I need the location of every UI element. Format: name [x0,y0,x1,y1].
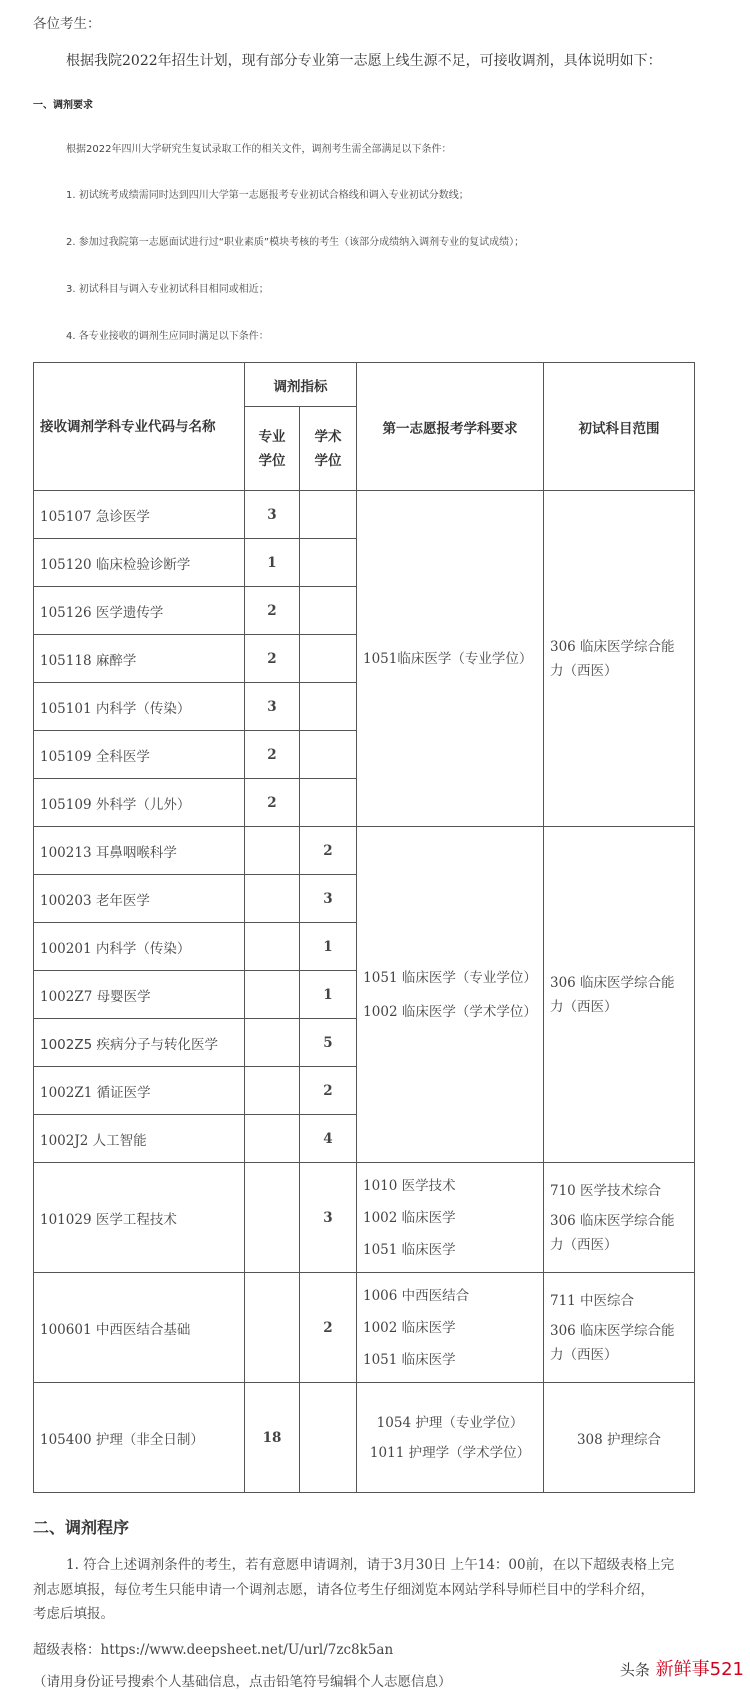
eng-exam-range-2: 306 临床医学综合能力（西医） [550,1212,675,1253]
nurse-first-choice [357,1383,544,1493]
table-row-major: 105109 外科学（儿外） [34,779,245,827]
section2-title: 二、调剂程序 [33,1518,130,1537]
prof-quota [245,1163,300,1273]
nurse-first-choice-2: 1011 护理学（学术学位） [369,1444,531,1461]
acad-quota [300,539,357,587]
acad-quota [300,779,357,827]
header-first-choice: 第一志愿报考学科要求 [357,363,544,491]
acad-quota: 1 [300,971,357,1019]
prof-quota: 2 [245,587,300,635]
form-link[interactable]: 超级表格：https://www.deepsheet.net/U/url/7zc8k5an [33,1642,394,1658]
table-row-major: 1002Z5 疾病分子与转化医学 [34,1019,245,1067]
group2-first-choice [357,827,544,1163]
header-academic: 学术学位 [300,407,357,491]
tcm-first-choice-1: 1006 中西医结合 [363,1287,470,1304]
prof-quota: 1 [245,539,300,587]
prof-quota: 2 [245,731,300,779]
acad-quota: 2 [300,1067,357,1115]
condition-2: 2. 参加过我院第一志愿面试进行过“职业素质”模块考核的考生（该部分成绩纳入调剂专业的复试成绩）； [66,237,525,248]
watermark-prefix: 头条 [619,1661,650,1679]
prof-quota: 2 [245,635,300,683]
greeting: 各位考生： [33,16,101,32]
acad-quota: 2 [300,1273,357,1383]
acad-quota: 3 [300,875,357,923]
tcm-exam-range-1: 711 中医综合 [550,1292,635,1309]
table-row-major: 105107 急诊医学 [34,491,245,539]
acad-quota [300,635,357,683]
header-quota: 调剂指标 [245,363,357,407]
eng-first-choice-3: 1051 临床医学 [363,1241,456,1258]
prof-quota [245,971,300,1019]
section1-title: 一、调剂要求 [33,100,93,111]
eng-first-choice-1: 1010 医学技术 [363,1177,456,1194]
prof-quota [245,875,300,923]
group2-first-choice-1: 1051 临床医学（专业学位） [363,969,537,986]
prof-quota [245,1273,300,1383]
table-row-major: 105400 护理（非全日制） [34,1383,245,1493]
header-exam-range: 初试科目范围 [544,363,695,491]
table-row-major: 101029 医学工程技术 [34,1163,245,1273]
condition-3: 3. 初试科目与调入专业初试科目相同或相近； [66,284,269,295]
acad-quota: 4 [300,1115,357,1163]
watermark [620,1655,744,1681]
condition-1: 1. 初试统考成绩需同时达到四川大学第一志愿报考专业初试合格线和调入专业初试分数线； [66,190,469,201]
group2-exam-range: 306 临床医学综合能力（西医） [544,827,695,1163]
eng-first-choice-2: 1002 临床医学 [363,1209,456,1226]
header-professional: 专业学位 [245,407,300,491]
table-row-major: 105118 麻醉学 [34,635,245,683]
table-row-major: 100203 老年医学 [34,875,245,923]
acad-quota [300,491,357,539]
watermark-number: 521 [709,1659,744,1680]
tcm-first-choice-3: 1051 临床医学 [363,1351,456,1368]
nurse-first-choice-1: 1054 护理（专业学位） [376,1414,524,1431]
prof-quota [245,1019,300,1067]
table-row-major: 100601 中西医结合基础 [34,1273,245,1383]
eng-first-choice [357,1163,544,1273]
table-row-major: 100201 内科学（传染） [34,923,245,971]
quota-table [33,362,695,1493]
table-row-major: 100213 耳鼻咽喉科学 [34,827,245,875]
intro-text: 根据我院2022年招生计划，现有部分专业第一志愿上线生源不足，可接收调剂，具体说明如下： [66,53,662,69]
acad-quota [300,587,357,635]
table-row-major: 1002Z7 母婴医学 [34,971,245,1019]
acad-quota [300,683,357,731]
nurse-exam-range: 308 护理综合 [544,1383,695,1493]
procedure-line-1: 1. 符合上述调剂条件的考生，若有意愿申请调剂，请于3月30日 上午14：00前，在以下超级表格上完 [66,1557,675,1573]
watermark-text: 新鲜事 [655,1659,710,1680]
eng-exam-range [544,1163,695,1273]
section1-lead: 根据2022年四川大学研究生复试录取工作的相关文件，调剂考生需全部满足以下条件： [66,144,452,155]
acad-quota [300,1383,357,1493]
tcm-exam-range [544,1273,695,1383]
table-row-major: 105109 全科医学 [34,731,245,779]
prof-quota [245,1067,300,1115]
prof-quota [245,827,300,875]
eng-exam-range-1: 710 医学技术综合 [550,1182,662,1199]
table-row-major: 1002Z1 循证医学 [34,1067,245,1115]
prof-quota: 3 [245,491,300,539]
acad-quota: 3 [300,1163,357,1273]
procedure-line-2: 剂志愿填报，每位考生只能申请一个调剂志愿，请各位考生仔细浏览本网站学科导师栏目中的学科介绍， [33,1582,654,1598]
tcm-first-choice [357,1273,544,1383]
group1-exam-range: 306 临床医学综合能力（西医） [544,491,695,827]
prof-quota [245,1115,300,1163]
prof-quota: 3 [245,683,300,731]
header-major: 接收调剂学科专业代码与名称 [34,363,245,491]
prof-quota: 2 [245,779,300,827]
acad-quota: 2 [300,827,357,875]
form-note: （请用身份证号搜索个人基础信息，点击铅笔符号编辑个人志愿信息） [33,1674,452,1690]
condition-4: 4. 各专业接收的调剂生应同时满足以下条件： [66,331,269,342]
group2-first-choice-2: 1002 临床医学（学术学位） [363,1003,537,1020]
group1-first-choice: 1051临床医学（专业学位） [357,491,544,827]
prof-quota: 18 [245,1383,300,1493]
table-row-major: 105101 内科学（传染） [34,683,245,731]
acad-quota [300,731,357,779]
table-row-major: 105120 临床检验诊断学 [34,539,245,587]
procedure-line-3: 考虑后填报。 [33,1606,114,1622]
tcm-exam-range-2: 306 临床医学综合能力（西医） [550,1322,675,1363]
table-row-major: 1002J2 人工智能 [34,1115,245,1163]
table-row-major: 105126 医学遗传学 [34,587,245,635]
acad-quota: 5 [300,1019,357,1067]
acad-quota: 1 [300,923,357,971]
prof-quota [245,923,300,971]
tcm-first-choice-2: 1002 临床医学 [363,1319,456,1336]
